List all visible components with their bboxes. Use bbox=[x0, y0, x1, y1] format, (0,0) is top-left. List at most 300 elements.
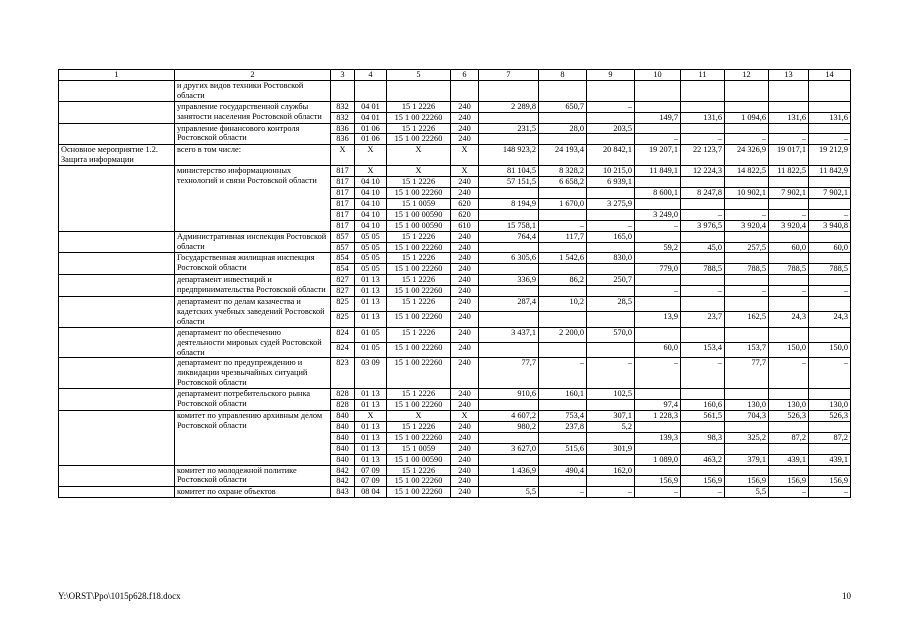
header-cell: 5 bbox=[387, 70, 451, 81]
value-cell: 04 01 bbox=[355, 112, 387, 123]
value-cell: 832 bbox=[331, 112, 355, 123]
value-cell: 828 bbox=[331, 400, 355, 411]
value-cell: 19 212,9 bbox=[809, 145, 851, 166]
value-cell: Х bbox=[387, 411, 451, 422]
value-cell: 5,5 bbox=[479, 487, 539, 498]
value-cell: 240 bbox=[451, 187, 479, 198]
value-cell: 12 224,3 bbox=[681, 166, 725, 177]
executor-cell: Государственная жилищная инспекция Ростовской области bbox=[175, 253, 331, 275]
value-cell: 01 13 bbox=[355, 454, 387, 465]
value-cell: 3 627,0 bbox=[479, 443, 539, 454]
value-cell: 130,0 bbox=[725, 400, 769, 411]
value-cell: 153,7 bbox=[725, 343, 769, 358]
value-cell bbox=[587, 432, 635, 443]
value-cell: 840 bbox=[331, 443, 355, 454]
value-cell bbox=[809, 275, 851, 286]
value-cell: 231,5 bbox=[479, 123, 539, 134]
header-cell: 3 bbox=[331, 70, 355, 81]
value-cell bbox=[635, 80, 681, 101]
value-cell: 240 bbox=[451, 454, 479, 465]
table-row bbox=[59, 145, 851, 166]
value-cell: 24 193,4 bbox=[539, 145, 587, 166]
value-cell bbox=[769, 231, 809, 242]
program-cell bbox=[59, 123, 175, 145]
value-cell bbox=[539, 242, 587, 253]
value-cell: 6 305,6 bbox=[479, 253, 539, 264]
value-cell: 1 094,6 bbox=[725, 112, 769, 123]
value-cell: 240 bbox=[451, 112, 479, 123]
header-cell: 11 bbox=[681, 70, 725, 81]
value-cell: 240 bbox=[451, 476, 479, 487]
value-cell bbox=[587, 400, 635, 411]
value-cell bbox=[635, 327, 681, 342]
value-cell: 04 10 bbox=[355, 209, 387, 220]
value-cell: 7 902,1 bbox=[769, 187, 809, 198]
value-cell: 22 123,7 bbox=[681, 145, 725, 166]
value-cell: 830,0 bbox=[587, 253, 635, 264]
value-cell: 307,1 bbox=[587, 411, 635, 422]
value-cell: 156,9 bbox=[635, 476, 681, 487]
value-cell bbox=[587, 187, 635, 198]
value-cell: 1 228,3 bbox=[635, 411, 681, 422]
program-cell bbox=[59, 327, 175, 358]
value-cell: 15 1 2226 bbox=[387, 327, 451, 342]
value-cell bbox=[539, 432, 587, 443]
table-row bbox=[59, 123, 851, 134]
value-cell: 15 1 00 22260 bbox=[387, 286, 451, 297]
value-cell: 240 bbox=[451, 465, 479, 476]
value-cell bbox=[587, 343, 635, 358]
value-cell: 24 326,9 bbox=[725, 145, 769, 166]
value-cell: 3 920,4 bbox=[725, 220, 769, 231]
value-cell: 3 920,4 bbox=[769, 220, 809, 231]
executor-cell: департамент по предупреждению и ликвидации чрезвычайных ситуаций Ростовской области bbox=[175, 358, 331, 389]
value-cell: – bbox=[587, 101, 635, 112]
value-cell bbox=[539, 312, 587, 327]
value-cell bbox=[769, 421, 809, 432]
program-cell bbox=[59, 411, 175, 466]
value-cell: 15 1 00 22260 bbox=[387, 264, 451, 275]
value-cell: 15 1 2226 bbox=[387, 389, 451, 400]
value-cell: Х bbox=[451, 411, 479, 422]
program-cell bbox=[59, 253, 175, 275]
value-cell: 240 bbox=[451, 253, 479, 264]
value-cell: 60,0 bbox=[809, 242, 851, 253]
value-cell: 788,5 bbox=[809, 264, 851, 275]
value-cell: 15 1 0059 bbox=[387, 198, 451, 209]
value-cell: 817 bbox=[331, 198, 355, 209]
value-cell: 81 104,5 bbox=[479, 166, 539, 177]
value-cell: 650,7 bbox=[539, 101, 587, 112]
value-cell bbox=[725, 421, 769, 432]
value-cell bbox=[725, 198, 769, 209]
value-cell: 753,4 bbox=[539, 411, 587, 422]
value-cell: 336,9 bbox=[479, 275, 539, 286]
table-row bbox=[59, 297, 851, 312]
value-cell bbox=[681, 421, 725, 432]
value-cell: 20 842,1 bbox=[587, 145, 635, 166]
value-cell: 257,5 bbox=[725, 242, 769, 253]
value-cell: 854 bbox=[331, 264, 355, 275]
value-cell bbox=[725, 123, 769, 134]
value-cell: 14 822,5 bbox=[725, 166, 769, 177]
value-cell: 240 bbox=[451, 286, 479, 297]
value-cell: 11 822,5 bbox=[769, 166, 809, 177]
value-cell: 10 215,0 bbox=[587, 166, 635, 177]
value-cell: 01 05 bbox=[355, 343, 387, 358]
value-cell: 59,2 bbox=[635, 242, 681, 253]
value-cell bbox=[539, 264, 587, 275]
value-cell: 240 bbox=[451, 312, 479, 327]
value-cell: – bbox=[539, 220, 587, 231]
value-cell: 15 1 2226 bbox=[387, 123, 451, 134]
header-cell: 9 bbox=[587, 70, 635, 81]
value-cell: – bbox=[681, 358, 725, 389]
value-cell: 764,4 bbox=[479, 231, 539, 242]
value-cell: 828 bbox=[331, 389, 355, 400]
value-cell: 240 bbox=[451, 134, 479, 145]
value-cell bbox=[681, 177, 725, 188]
value-cell: 857 bbox=[331, 242, 355, 253]
executor-cell: комитет по управлению архивным делом Ростовской области bbox=[175, 411, 331, 466]
value-cell: 8 247,8 bbox=[681, 187, 725, 198]
value-cell bbox=[769, 80, 809, 101]
value-cell: – bbox=[635, 358, 681, 389]
value-cell: 04 10 bbox=[355, 187, 387, 198]
value-cell bbox=[681, 443, 725, 454]
value-cell: – bbox=[809, 209, 851, 220]
program-cell bbox=[59, 166, 175, 231]
value-cell: 910,6 bbox=[479, 389, 539, 400]
value-cell: 1 436,9 bbox=[479, 465, 539, 476]
value-cell bbox=[331, 80, 355, 101]
value-cell bbox=[635, 101, 681, 112]
value-cell bbox=[681, 327, 725, 342]
value-cell: 97,4 bbox=[635, 400, 681, 411]
value-cell bbox=[587, 80, 635, 101]
value-cell bbox=[725, 253, 769, 264]
program-cell bbox=[59, 465, 175, 487]
value-cell: 788,5 bbox=[725, 264, 769, 275]
value-cell: 610 bbox=[451, 220, 479, 231]
value-cell bbox=[681, 253, 725, 264]
value-cell: 01 13 bbox=[355, 286, 387, 297]
value-cell bbox=[539, 134, 587, 145]
value-cell: 15 1 2226 bbox=[387, 297, 451, 312]
value-cell: – bbox=[809, 286, 851, 297]
value-cell: 87,2 bbox=[769, 432, 809, 443]
value-cell: Х bbox=[451, 145, 479, 166]
value-cell: 240 bbox=[451, 358, 479, 389]
value-cell bbox=[479, 264, 539, 275]
value-cell: 526,3 bbox=[769, 411, 809, 422]
value-cell bbox=[635, 123, 681, 134]
value-cell: 4 607,2 bbox=[479, 411, 539, 422]
value-cell: 463,2 bbox=[681, 454, 725, 465]
value-cell: 240 bbox=[451, 177, 479, 188]
value-cell bbox=[479, 209, 539, 220]
value-cell: 05 05 bbox=[355, 253, 387, 264]
value-cell bbox=[479, 432, 539, 443]
value-cell: – bbox=[769, 358, 809, 389]
header-row bbox=[59, 70, 851, 81]
value-cell: 15 1 2226 bbox=[387, 421, 451, 432]
value-cell: 240 bbox=[451, 264, 479, 275]
value-cell: 24,3 bbox=[809, 312, 851, 327]
value-cell: – bbox=[635, 286, 681, 297]
program-cell bbox=[59, 389, 175, 411]
value-cell: Х bbox=[331, 145, 355, 166]
value-cell bbox=[635, 231, 681, 242]
value-cell: 102,5 bbox=[587, 389, 635, 400]
value-cell bbox=[769, 275, 809, 286]
value-cell bbox=[681, 275, 725, 286]
value-cell bbox=[769, 327, 809, 342]
value-cell: 788,5 bbox=[769, 264, 809, 275]
value-cell bbox=[587, 454, 635, 465]
value-cell bbox=[479, 312, 539, 327]
value-cell: 620 bbox=[451, 198, 479, 209]
value-cell: – bbox=[769, 487, 809, 498]
value-cell: 162,0 bbox=[587, 465, 635, 476]
header-cell: 7 bbox=[479, 70, 539, 81]
value-cell: – bbox=[725, 134, 769, 145]
value-cell: 561,5 bbox=[681, 411, 725, 422]
value-cell: 490,4 bbox=[539, 465, 587, 476]
value-cell: 117,7 bbox=[539, 231, 587, 242]
value-cell: 8 328,2 bbox=[539, 166, 587, 177]
value-cell: 240 bbox=[451, 242, 479, 253]
value-cell: 15 1 2226 bbox=[387, 101, 451, 112]
value-cell: 570,0 bbox=[587, 327, 635, 342]
value-cell bbox=[539, 343, 587, 358]
value-cell bbox=[809, 198, 851, 209]
value-cell: 11 849,1 bbox=[635, 166, 681, 177]
value-cell bbox=[587, 242, 635, 253]
value-cell bbox=[635, 465, 681, 476]
value-cell: 160,6 bbox=[681, 400, 725, 411]
value-cell: 160,1 bbox=[539, 389, 587, 400]
value-cell bbox=[539, 454, 587, 465]
value-cell: 240 bbox=[451, 432, 479, 443]
program-cell bbox=[59, 487, 175, 498]
program-cell bbox=[59, 80, 175, 101]
value-cell: 240 bbox=[451, 389, 479, 400]
value-cell: 240 bbox=[451, 231, 479, 242]
value-cell: 01 05 bbox=[355, 327, 387, 342]
value-cell bbox=[587, 264, 635, 275]
value-cell: 77,7 bbox=[725, 358, 769, 389]
value-cell bbox=[479, 343, 539, 358]
value-cell bbox=[769, 198, 809, 209]
value-cell: 827 bbox=[331, 286, 355, 297]
value-cell bbox=[587, 134, 635, 145]
value-cell: – bbox=[809, 134, 851, 145]
value-cell bbox=[681, 389, 725, 400]
value-cell: 5,5 bbox=[725, 487, 769, 498]
value-cell: 237,8 bbox=[539, 421, 587, 432]
value-cell: – bbox=[769, 209, 809, 220]
header-cell: 1 bbox=[59, 70, 175, 81]
value-cell: 15 1 00 22260 bbox=[387, 187, 451, 198]
program-cell bbox=[59, 297, 175, 328]
value-cell: 817 bbox=[331, 209, 355, 220]
value-cell bbox=[769, 389, 809, 400]
value-cell: 15 1 00 22260 bbox=[387, 432, 451, 443]
value-cell: 15 1 00 22260 bbox=[387, 358, 451, 389]
value-cell: 98,3 bbox=[681, 432, 725, 443]
value-cell: 15 1 2226 bbox=[387, 253, 451, 264]
value-cell bbox=[539, 476, 587, 487]
value-cell bbox=[725, 465, 769, 476]
table-row bbox=[59, 465, 851, 476]
value-cell: 325,2 bbox=[725, 432, 769, 443]
header-cell: 10 bbox=[635, 70, 681, 81]
value-cell: 817 bbox=[331, 187, 355, 198]
program-cell bbox=[59, 275, 175, 297]
value-cell bbox=[681, 123, 725, 134]
value-cell: 15 1 00 22260 bbox=[387, 134, 451, 145]
value-cell bbox=[725, 101, 769, 112]
value-cell bbox=[725, 275, 769, 286]
value-cell: 15 758,1 bbox=[479, 220, 539, 231]
value-cell: 131,6 bbox=[809, 112, 851, 123]
value-cell: 824 bbox=[331, 343, 355, 358]
value-cell: 836 bbox=[331, 123, 355, 134]
header-cell: 12 bbox=[725, 70, 769, 81]
value-cell: 156,9 bbox=[681, 476, 725, 487]
value-cell: 15 1 00 22260 bbox=[387, 112, 451, 123]
value-cell: – bbox=[539, 358, 587, 389]
value-cell: 817 bbox=[331, 177, 355, 188]
value-cell: 57 151,5 bbox=[479, 177, 539, 188]
value-cell: 842 bbox=[331, 465, 355, 476]
value-cell: – bbox=[587, 358, 635, 389]
value-cell: 832 bbox=[331, 101, 355, 112]
value-cell bbox=[809, 253, 851, 264]
value-cell: 19 207,1 bbox=[635, 145, 681, 166]
value-cell: 857 bbox=[331, 231, 355, 242]
value-cell: 13,9 bbox=[635, 312, 681, 327]
value-cell: 04 10 bbox=[355, 198, 387, 209]
value-cell: 3 940,8 bbox=[809, 220, 851, 231]
value-cell: 840 bbox=[331, 432, 355, 443]
table-row bbox=[59, 487, 851, 498]
value-cell: 156,9 bbox=[725, 476, 769, 487]
value-cell: 150,0 bbox=[769, 343, 809, 358]
value-cell: 823 bbox=[331, 358, 355, 389]
value-cell: 60,0 bbox=[769, 242, 809, 253]
value-cell: Х bbox=[355, 166, 387, 177]
value-cell: 150,0 bbox=[809, 343, 851, 358]
value-cell bbox=[769, 123, 809, 134]
value-cell: 19 017,1 bbox=[769, 145, 809, 166]
value-cell: 240 bbox=[451, 101, 479, 112]
value-cell: 15 1 0059 bbox=[387, 443, 451, 454]
value-cell bbox=[539, 187, 587, 198]
table-row bbox=[59, 231, 851, 242]
value-cell: 7 902,1 bbox=[809, 187, 851, 198]
value-cell: 8 194,9 bbox=[479, 198, 539, 209]
value-cell: 01 13 bbox=[355, 443, 387, 454]
value-cell bbox=[769, 177, 809, 188]
value-cell bbox=[681, 297, 725, 312]
value-cell: – bbox=[539, 487, 587, 498]
value-cell: 01 13 bbox=[355, 312, 387, 327]
value-cell: 250,7 bbox=[587, 275, 635, 286]
value-cell: 3 249,0 bbox=[635, 209, 681, 220]
value-cell: – bbox=[681, 134, 725, 145]
value-cell bbox=[769, 443, 809, 454]
value-cell: 240 bbox=[451, 487, 479, 498]
executor-cell: комитет по охране объектов bbox=[175, 487, 331, 498]
value-cell: 01 13 bbox=[355, 275, 387, 286]
value-cell: – bbox=[681, 487, 725, 498]
value-cell: – bbox=[725, 286, 769, 297]
value-cell: 817 bbox=[331, 166, 355, 177]
value-cell: 24,3 bbox=[769, 312, 809, 327]
value-cell: 28,0 bbox=[539, 123, 587, 134]
value-cell bbox=[725, 231, 769, 242]
value-cell: 5,2 bbox=[587, 421, 635, 432]
value-cell: 240 bbox=[451, 297, 479, 312]
value-cell: 15 1 00 22260 bbox=[387, 343, 451, 358]
value-cell: – bbox=[681, 209, 725, 220]
value-cell: 153,4 bbox=[681, 343, 725, 358]
value-cell bbox=[451, 80, 479, 101]
value-cell: 05 05 bbox=[355, 242, 387, 253]
value-cell: 60,0 bbox=[635, 343, 681, 358]
value-cell: – bbox=[587, 487, 635, 498]
table-row bbox=[59, 80, 851, 101]
value-cell: 240 bbox=[451, 443, 479, 454]
value-cell: 162,5 bbox=[725, 312, 769, 327]
value-cell: 854 bbox=[331, 253, 355, 264]
executor-cell: Административная инспекция Ростовской области bbox=[175, 231, 331, 253]
value-cell bbox=[479, 112, 539, 123]
value-cell: 15 1 00 00590 bbox=[387, 454, 451, 465]
value-cell bbox=[635, 177, 681, 188]
value-cell: 10,2 bbox=[539, 297, 587, 312]
value-cell: 08 04 bbox=[355, 487, 387, 498]
value-cell: 526,3 bbox=[809, 411, 851, 422]
value-cell: 15 1 00 22260 bbox=[387, 476, 451, 487]
value-cell: – bbox=[635, 220, 681, 231]
value-cell: 620 bbox=[451, 209, 479, 220]
value-cell bbox=[587, 476, 635, 487]
value-cell: 77,7 bbox=[479, 358, 539, 389]
value-cell bbox=[681, 465, 725, 476]
executor-cell: министерство информационных технологий и связи Ростовской области bbox=[175, 166, 331, 231]
value-cell bbox=[539, 209, 587, 220]
value-cell bbox=[769, 253, 809, 264]
program-cell bbox=[59, 101, 175, 123]
value-cell: 287,4 bbox=[479, 297, 539, 312]
value-cell: 240 bbox=[451, 421, 479, 432]
executor-cell: департамент потребительского рынка Ростовской области bbox=[175, 389, 331, 411]
value-cell: 86,2 bbox=[539, 275, 587, 286]
value-cell bbox=[769, 297, 809, 312]
value-cell: 131,6 bbox=[769, 112, 809, 123]
header-cell: 2 bbox=[175, 70, 331, 81]
value-cell: 840 bbox=[331, 454, 355, 465]
value-cell: 439,1 bbox=[769, 454, 809, 465]
value-cell bbox=[479, 187, 539, 198]
value-cell: 240 bbox=[451, 123, 479, 134]
value-cell bbox=[355, 80, 387, 101]
value-cell bbox=[809, 231, 851, 242]
value-cell: 779,0 bbox=[635, 264, 681, 275]
